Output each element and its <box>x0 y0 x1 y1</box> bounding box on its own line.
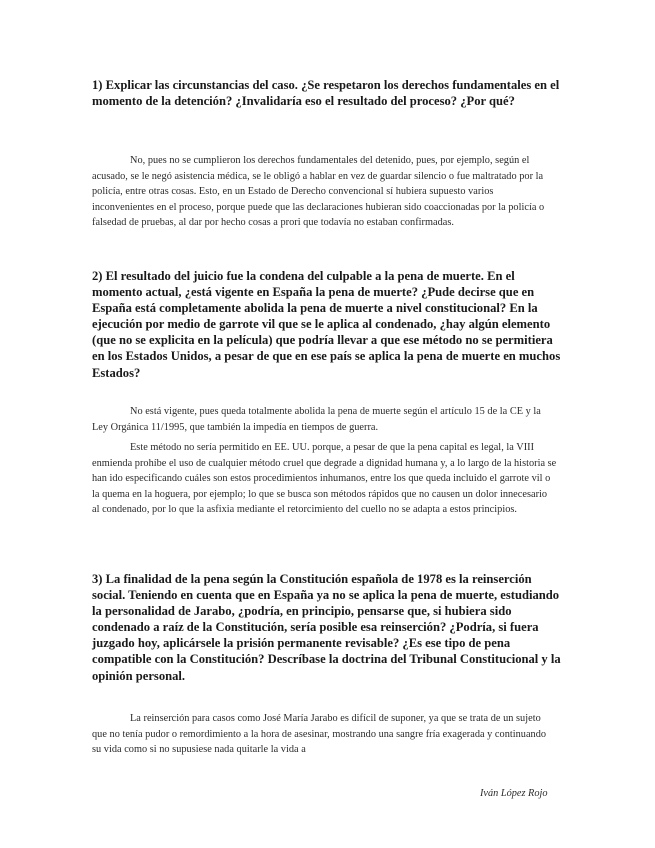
answer-1-paragraph-1: No, pues no se cumplieron los derechos fundamentales del detenido, pues, por ejemplo, según el acusado, se le negó asistencia médica, se le obligó a hablar en vez de guardar silencio o fue maltratado por la policía, entre otras cosas. Esto, en un Estado de Derecho convencional sí hubiera supuesto varios inconvenientes en el proceso, porque puede que las declaraciones hubieran sido coaccionadas por la policía o falsedad de pruebas, al dar por hecho cosas a prori que todavía no estaban confirmadas. <box>92 155 545 229</box>
question-1: 1) Explicar las circunstancias del caso. ¿Se respetaron los derechos fundamentales en el momento de la detención? ¿Invalidaría eso el resultado del proceso? ¿Por qué? <box>92 78 560 109</box>
question-2: 2) El resultado del juicio fue la condena del culpable a la pena de muerte. En el momento actual, ¿está vigente en España la pena de muerte? ¿Pude decirse que en España está completamente abolida la pena de muerte a nivel constitucional? En la ejecución por medio de garrote vil que se le aplica al condenado, ¿hay algún elemento (que no se explicita en la película) que podría llevar a que ese método no se permitiera en los Estados Unidos, a pesar de que en ese país se aplica la pena de muerte en muchos Estados? <box>92 269 561 380</box>
answer-2-paragraph-2: Este método no sería permitido en EE. UU. porque, a pesar de que la pena capital es legal, la VIII enmienda prohíbe el uso de cualquier método cruel que degrade a dignidad humana y, a lo largo de la historia se han ido especificando cuáles son estos procedimientos inhumanos, entre los que queda incluido el garrote vil o la quema en la hoguera, por ejemplo; lo que se busca son métodos rápidos que no causen un dolor innecesario al condenado, por lo que la asfixia mediante el retorcimiento del cuello no se adapta a estos principios. <box>92 442 557 516</box>
answer-3-paragraph-1: La reinserción para casos como José María Jarabo es difícil de suponer, ya que se trata de un sujeto que no tenía pudor o remordimiento a la hora de asesinar, mostrando una sangre fría exagerada y continuando su vida como si no supusiese nada quitarle la vida a <box>92 713 547 756</box>
author-signature: Iván López Rojo <box>480 788 548 799</box>
answer-2-paragraph-1: No está vigente, pues queda totalmente abolida la pena de muerte según el artículo 15 de la CE y la Ley Orgánica 11/1995, que también la impedía en tiempos de guerra. <box>92 406 541 433</box>
question-3: 3) La finalidad de la pena según la Constitución española de 1978 es la reinserción social. Teniendo en cuenta que en España ya no se aplica la pena de muerte, estudiando la personalidad de Jarabo, ¿podría, en principio, pensarse que, si hubiera sido condenado a raíz de la Constitución, sería posible esa reinserción? ¿Podría, si fuera juzgado hoy, aplicársele la prisión permanente revisable? ¿Es ese tipo de pena compatible con la Constitución? Descríbase la doctrina del Tribunal Constitucional y la opinión personal. <box>92 572 561 683</box>
